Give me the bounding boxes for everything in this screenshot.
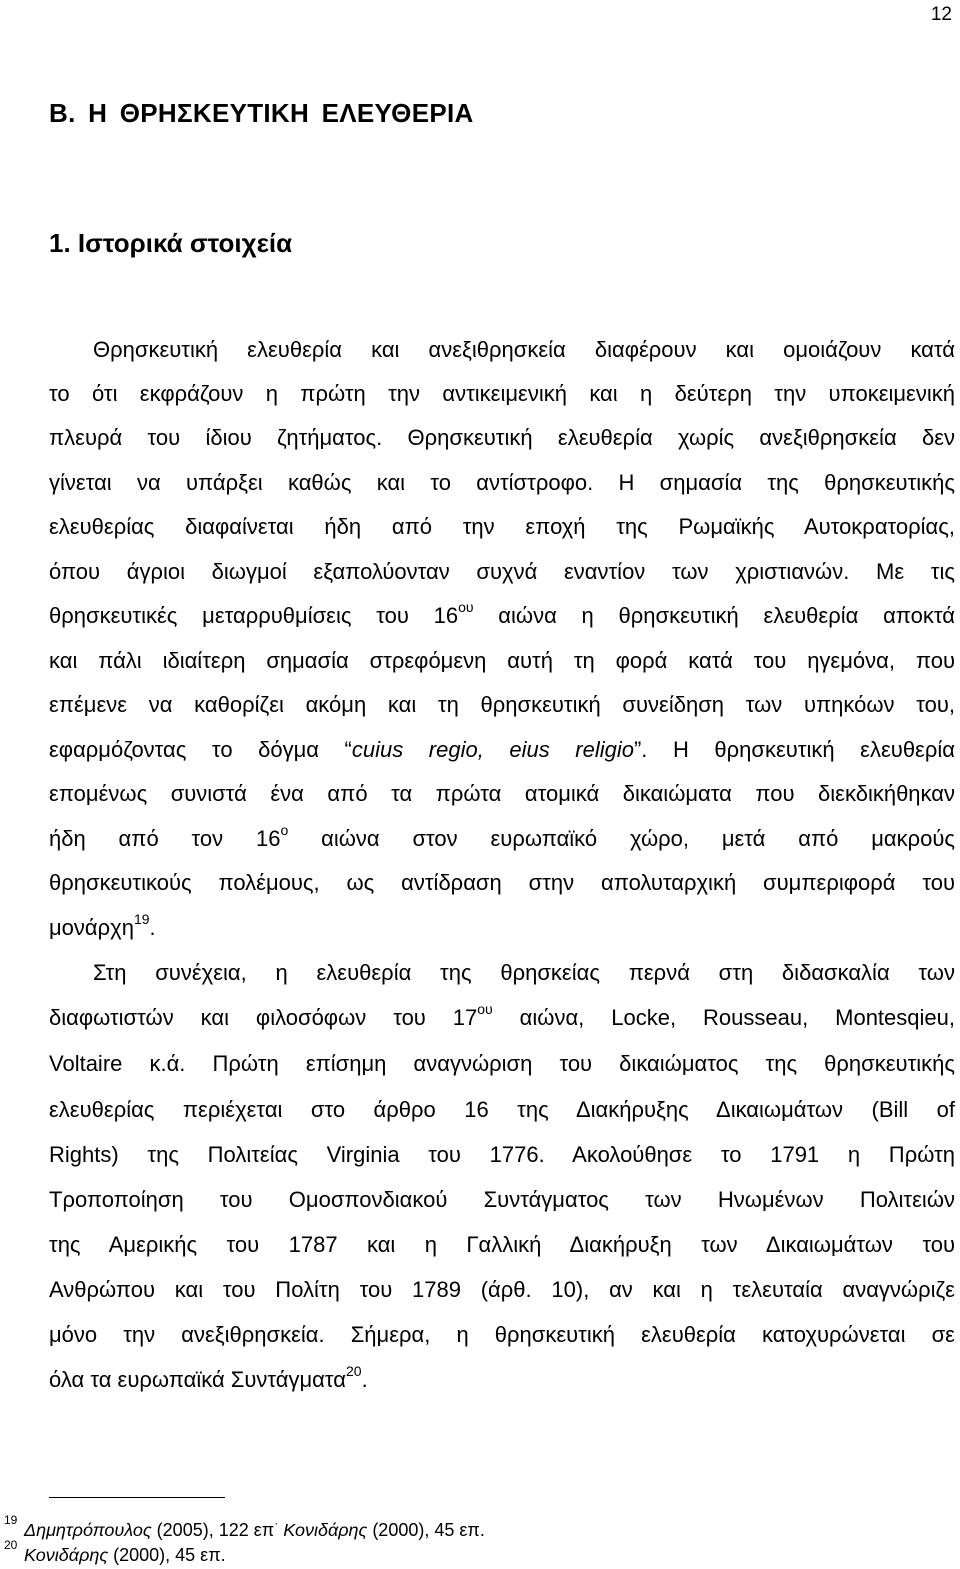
paragraph-line: εφαρμόζοντας το δόγμα “cuius regio, eius religio”. Η θρησκευτική ελευθερία xyxy=(49,737,955,762)
paragraph-line: ελευθερίας διαφαίνεται ήδη από την εποχή της Ρωμαϊκής Αυτοκρατορίας, xyxy=(49,514,955,539)
footnote-20: Κονιδάρης (2000), 45 επ. xyxy=(24,1545,226,1565)
paragraph-line: μονάρχη$^{19}$. xyxy=(49,910,156,940)
footnote-separator xyxy=(49,1497,225,1498)
paragraph-line: το ότι εκφράζουν η πρώτη την αντικειμενική και η δεύτερη την υποκειμενική xyxy=(49,381,955,406)
subsection-heading: 1. Ιστορικά στοιχεία xyxy=(49,228,293,258)
superscript: ου xyxy=(458,598,474,615)
paragraph-line: μόνο την ανεξιθρησκεία. Σήμερα, η θρησκευτική ελευθερία κατοχυρώνεται σε xyxy=(49,1322,955,1347)
paragraph-line: ήδη από τον $16^o$ αιώνα στον ευρωπαϊκό χώρο, μετά από μακρούς xyxy=(49,821,955,851)
footnote-19: Δημητρόπουλος (2005), 122 επ· Κονιδάρης (2000), 45 επ. xyxy=(24,1516,485,1540)
paragraph-line: Στη συνέχεια, η ελευθερία της θρησκείας περνά στη διδασκαλία των xyxy=(93,960,955,985)
paragraph-line: Θρησκευτική ελευθερία και ανεξιθρησκεία διαφέρουν και ομοιάζουν κατά xyxy=(93,337,955,362)
section-heading: Β. Η ΘΡΗΣΚΕΥΤΙΚΗ ΕΛΕΥΘΕΡΙΑ xyxy=(49,98,474,128)
paragraph-line: πλευρά του ίδιου ζητήματος. Θρησκευτική ελευθερία χωρίς ανεξιθρησκεία δεν xyxy=(49,425,955,450)
superscript: ο xyxy=(280,821,289,838)
paragraph-line: θρησκευτικούς πολέμους, ως αντίδραση στην απολυταρχική συμπεριφορά του xyxy=(49,870,955,895)
footnote-marker: 20 xyxy=(4,1538,18,1552)
latin-maxim: cuius regio, eius religio xyxy=(351,737,634,762)
paragraph-line: όπου άγριοι διωγμοί εξαπολύονταν συχνά εναντίον των χριστιανών. Με τις xyxy=(49,559,955,584)
paragraph-line: και πάλι ιδιαίτερη σημασία στρεφόμενη αυτή τη φορά κατά του ηγεμόνα, που xyxy=(49,648,955,673)
footnote-marker: 19 xyxy=(4,1513,18,1527)
superscript: ου xyxy=(477,1000,493,1017)
page-number: 12 xyxy=(930,4,952,25)
paragraph-line: επέμενε να καθορίζει ακόμη και τη θρησκευτική συνείδηση των υπηκόων του, xyxy=(49,692,955,717)
paragraph-line: Voltaire κ.ά. Πρώτη επίσημη αναγνώριση του δικαιώματος της θρησκευτικής xyxy=(49,1051,955,1076)
paragraph-line: γίνεται να υπάρξει καθώς και το αντίστροφο. Η σημασία της θρησκευτικής xyxy=(49,470,955,495)
paragraph-line: της Αμερικής του 1787 και η Γαλλική Διακήρυξη των Δικαιωμάτων του xyxy=(49,1232,955,1257)
paragraph-line: Ανθρώπου και του Πολίτη του 1789 (άρθ. 10), αν και η τελευταία αναγνώριζε xyxy=(49,1277,955,1302)
paragraph-line: όλα τα ευρωπαϊκά Συντάγματα$^{20}$. xyxy=(49,1362,368,1392)
paragraph-line: Rights) της Πολιτείας Virginia του 1776. Ακολούθησε το 1791 η Πρώτη xyxy=(49,1142,955,1167)
paragraph-line: ελευθερίας περιέχεται στο άρθρο 16 της Διακήρυξης Δικαιωμάτων (Bill of xyxy=(49,1097,955,1122)
paragraph-line: διαφωτιστών και φιλοσόφων του $17^{o\upsilon}$ αιώνα, Locke, Rousseau, Montesqieu, xyxy=(49,1000,955,1030)
footnote-reference[interactable]: 19 xyxy=(133,910,150,927)
paragraph-line: επομένως συνιστά ένα από τα πρώτα ατομικά δικαιώματα που διεκδικήθηκαν xyxy=(49,781,955,806)
footnote-reference[interactable]: 20 xyxy=(346,1362,362,1379)
paragraph-line: Τροποποίηση του Ομοσπονδιακού Συντάγματος των Ηνωμένων Πολιτειών xyxy=(49,1187,955,1212)
paragraph-line: θρησκευτικές μεταρρυθμίσεις του $16^{o\upsilon}$ αιώνα η θρησκευτική ελευθερία αποκτά xyxy=(49,598,955,628)
